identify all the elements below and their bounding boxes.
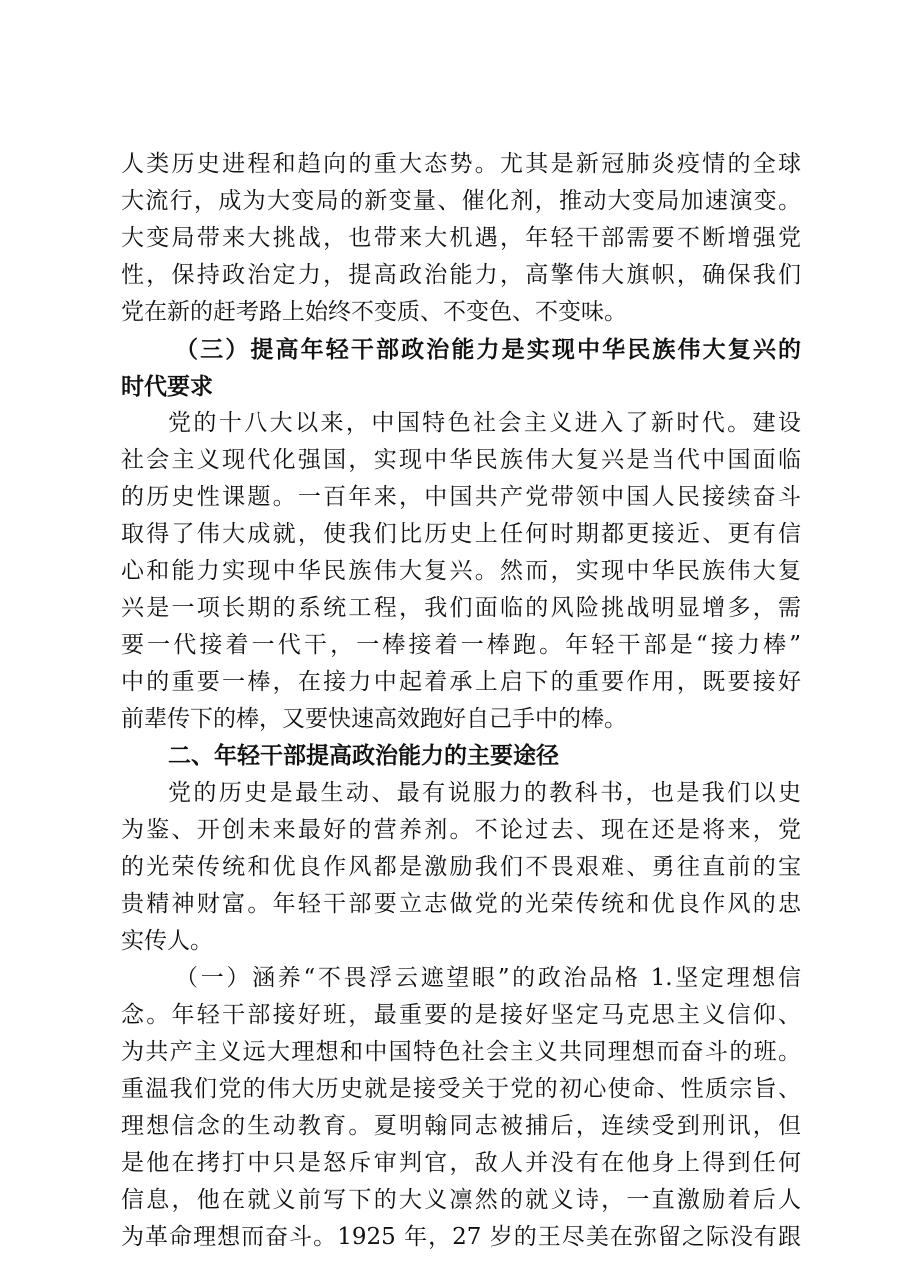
paragraph-line: 社会主义现代化强国，实现中华民族伟大复兴是当代中国面临 bbox=[121, 447, 801, 473]
paragraph-line: 中的重要一棒，在接力中起着承上启下的重要作用，既要接好 bbox=[121, 669, 801, 695]
section-heading-2: 二、年轻干部提高政治能力的主要途径 bbox=[168, 743, 559, 769]
paragraph-line: 党的历史是最生动、最有说服力的教科书，也是我们以史 bbox=[168, 780, 801, 806]
subsection-line: （一）涵养“不畏浮云遮望眼”的政治品格 1.坚定理想信 bbox=[175, 965, 801, 991]
paragraph-line: 大变局带来大挑战，也带来大机遇，年轻干部需要不断增强党 bbox=[121, 225, 801, 251]
paragraph-line: 理想信念的生动教育。夏明翰同志被捕后，连续受到刑讯，但 bbox=[121, 1113, 801, 1139]
section-heading-3-continued: 时代要求 bbox=[121, 373, 213, 400]
paragraph-line: 大流行，成为大变局的新变量、催化剂，推动大变局加速演变。 bbox=[121, 188, 801, 214]
paragraph-line: 念。年轻干部接好班，最重要的是接好坚定马克思主义信仰、 bbox=[121, 1002, 801, 1028]
paragraph-line: 的光荣传统和优良作风都是激励我们不畏艰难、勇往直前的宝 bbox=[121, 854, 801, 880]
paragraph-line: 贵精神财富。年轻干部要立志做党的光荣传统和优良作风的忠 bbox=[121, 891, 801, 917]
paragraph-line: 重温我们党的伟大历史就是接受关于党的初心使命、性质宗旨、 bbox=[121, 1076, 801, 1102]
paragraph-line: 性，保持政治定力，提高政治能力，高擎伟大旗帜，确保我们 bbox=[121, 262, 801, 288]
paragraph-line: 党在新的赶考路上始终不变质、不变色、不变味。 bbox=[121, 299, 627, 325]
paragraph-line: 为共产主义远大理想和中国特色社会主义共同理想而奋斗的班。 bbox=[121, 1039, 801, 1065]
paragraph-line: 兴是一项长期的系统工程，我们面临的风险挑战明显增多，需 bbox=[121, 595, 801, 621]
paragraph-line: 为革命理想而奋斗。1925 年，27 岁的王尽美在弥留之际没有跟 bbox=[121, 1224, 801, 1250]
paragraph-line: 心和能力实现中华民族伟大复兴。然而，实现中华民族伟大复 bbox=[121, 558, 801, 584]
paragraph-line: 实传人。 bbox=[121, 928, 213, 954]
paragraph-line: 信息，他在就义前写下的大义凛然的就义诗，一直激励着后人 bbox=[121, 1187, 801, 1213]
paragraph-line: 人类历史进程和趋向的重大态势。尤其是新冠肺炎疫情的全球 bbox=[121, 151, 801, 177]
paragraph-line: 要一代接着一代干，一棒接着一棒跑。年轻干部是“接力棒” bbox=[121, 632, 801, 658]
paragraph-line: 党的十八大以来，中国特色社会主义进入了新时代。建设 bbox=[168, 410, 801, 436]
paragraph-line: 前辈传下的棒，又要快速高效跑好自己手中的棒。 bbox=[121, 706, 627, 732]
paragraph-line: 是他在拷打中只是怒斥审判官，敌人并没有在他身上得到任何 bbox=[121, 1150, 801, 1176]
section-heading-3: （三）提高年轻干部政治能力是实现中华民族伟大复兴的 bbox=[175, 336, 801, 363]
paragraph-line: 取得了伟大成就，使我们比历史上任何时期都更接近、更有信 bbox=[121, 521, 801, 547]
paragraph-line: 为鉴、开创未来最好的营养剂。不论过去、现在还是将来，党 bbox=[121, 817, 801, 843]
paragraph-line: 的历史性课题。一百年来，中国共产党带领中国人民接续奋斗 bbox=[121, 484, 801, 510]
